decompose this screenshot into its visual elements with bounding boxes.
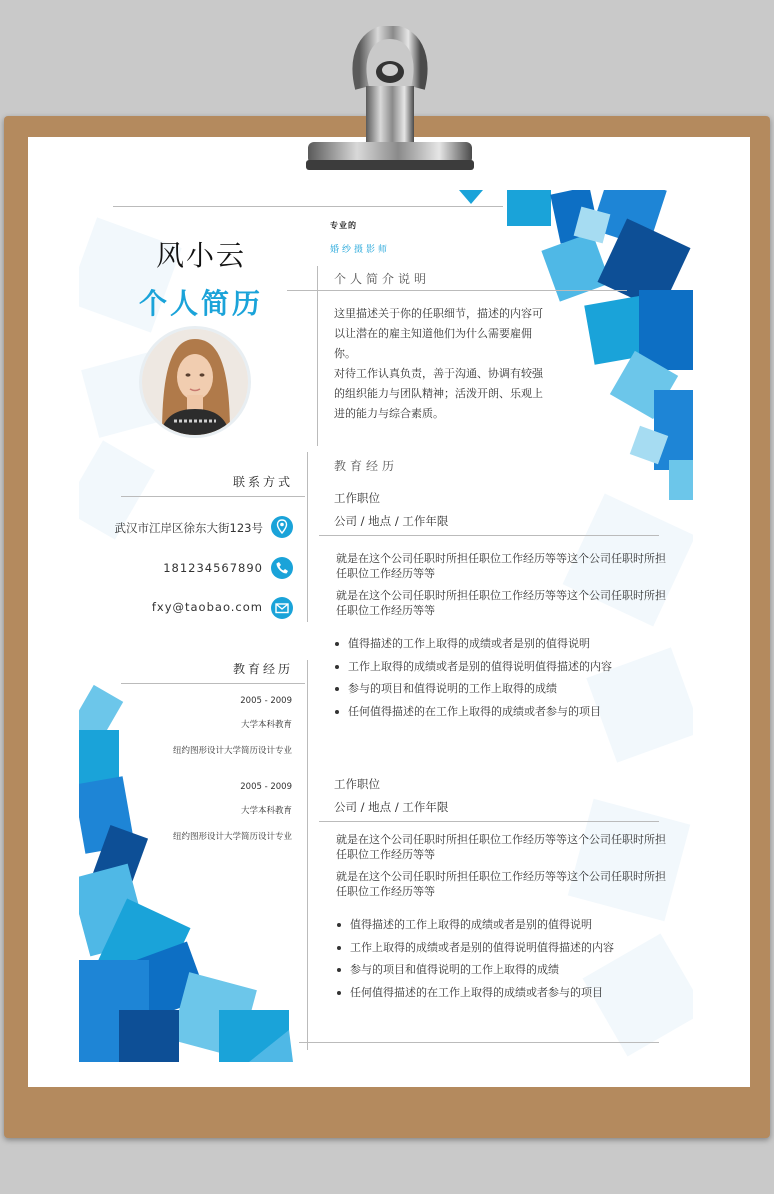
- education-left-divider: [121, 683, 305, 684]
- edu-2-degree: 大学本科教育: [240, 806, 292, 816]
- edu-1-years: 2005 - 2009: [240, 696, 292, 706]
- job-1-meta: 公司 / 地点 / 工作年限: [334, 514, 449, 528]
- job-1-divider: [319, 535, 659, 536]
- binder-clip-icon: [296, 26, 480, 180]
- list-item: 参与的项目和值得说明的工作上取得的成绩: [335, 959, 675, 982]
- education-left-heading: 教育经历: [232, 662, 293, 676]
- job-1-description: 就是在这个公司任职时所担任职位工作经历等等这个公司任职时所担任职位工作经历等等 就是在这个公司任职时所担任职位工作经历等等这个公司任职时所担任职位工作经历等等: [336, 552, 666, 617]
- experience-heading: 教育经历: [334, 459, 399, 473]
- list-item: 工作上取得的成绩或者是别的值得说明值得描述的内容: [333, 656, 673, 679]
- job-2-meta: 公司 / 地点 / 工作年限: [334, 800, 449, 814]
- edu-1-degree: 大学本科教育: [240, 720, 292, 730]
- location-pin-icon: [271, 516, 293, 538]
- list-item: 值得描述的工作上取得的成绩或者是别的值得说明: [335, 914, 675, 937]
- resume-sheet: [79, 190, 693, 1062]
- subtitle-profession: 婚纱摄影师: [330, 245, 391, 255]
- list-item: 任何值得描述的在工作上取得的成绩或者参与的项目: [333, 701, 673, 724]
- list-item: 工作上取得的成绩或者是别的值得说明值得描述的内容: [335, 937, 675, 960]
- list-item: 任何值得描述的在工作上取得的成绩或者参与的项目: [335, 982, 675, 1005]
- job-1-bullets: [333, 633, 673, 723]
- profile-divider: [287, 290, 627, 291]
- job-2-bullets: [335, 914, 675, 1004]
- candidate-name: 风小云: [155, 239, 246, 272]
- contact-address: 武汉市江岸区徐东大街123号: [114, 521, 263, 535]
- list-item: 参与的项目和值得说明的工作上取得的成绩: [333, 678, 673, 701]
- edu-2-major: 纽约图形设计大学简历设计专业: [172, 832, 292, 842]
- contact-phone: 181234567890: [163, 561, 263, 575]
- edu-1-major: 纽约图形设计大学简历设计专业: [172, 746, 292, 756]
- job-2-position: 工作职位: [334, 777, 380, 791]
- contact-heading: 联系方式: [232, 475, 293, 489]
- job-2-description: 就是在这个公司任职时所担任职位工作经历等等这个公司任职时所担任职位工作经历等等 就是在这个公司任职时所担任职位工作经历等等这个公司任职时所担任职位工作经历等等: [336, 833, 666, 898]
- resume-title: 个人简历: [138, 287, 263, 320]
- phone-icon: [271, 557, 293, 579]
- contact-vertical-rule: [307, 452, 308, 622]
- job-1-position: 工作职位: [334, 491, 380, 505]
- top-divider: [113, 206, 503, 207]
- contact-divider: [121, 496, 305, 497]
- subtitle-small: 专业的: [330, 221, 357, 230]
- profile-text: 这里描述关于你的任职细节，描述的内容可 以让潜在的雇主知道他们为什么需要雇佣 你。 对待工作认真负责，善于沟通、协调有较强 的组织能力与团队精神；活泼开朗、乐观上 进的能力与综合素质。: [334, 307, 543, 420]
- envelope-icon: [271, 597, 293, 619]
- list-item: 值得描述的工作上取得的成绩或者是别的值得说明: [333, 633, 673, 656]
- profile-photo: [139, 326, 251, 438]
- contact-email: fxy@taobao.com: [151, 600, 263, 614]
- bottom-divider: [299, 1042, 659, 1043]
- education-left-vertical-rule: [307, 660, 308, 1050]
- profile-vertical-rule: [317, 266, 318, 446]
- edu-2-years: 2005 - 2009: [240, 782, 292, 792]
- profile-heading: 个人简介说明: [334, 272, 431, 286]
- job-2-divider: [319, 821, 659, 822]
